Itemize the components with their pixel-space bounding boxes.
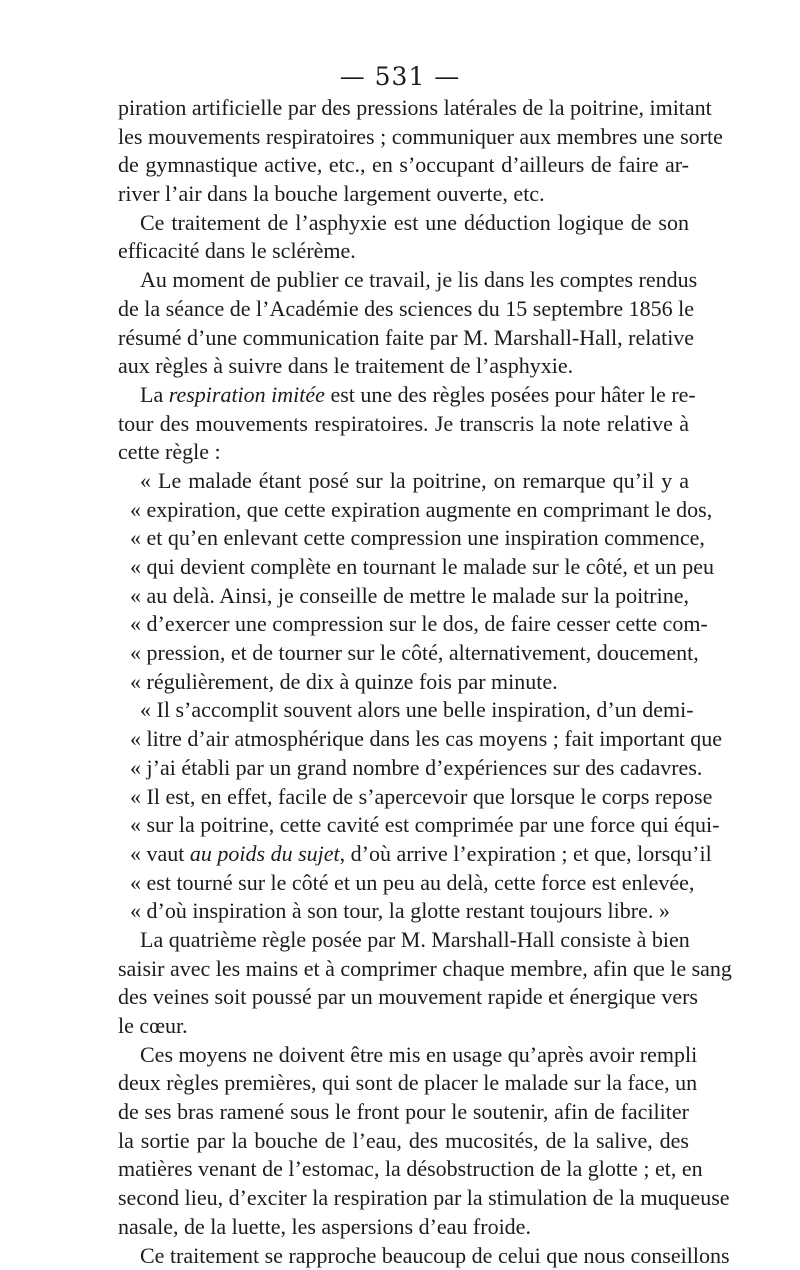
text-line: La quatrième règle posée par M. Marshall-Hall consiste à bien xyxy=(118,926,689,955)
italic-phrase: au poids du sujet xyxy=(190,841,340,866)
text-line: river l’air dans la bouche largement ouverte, etc. xyxy=(118,180,689,209)
page-number: — 531 — xyxy=(0,62,800,91)
body-text xyxy=(118,94,689,1270)
text-line: piration artificielle par des pressions latérales de la poitrine, imitant xyxy=(118,94,689,123)
text-line: « d’où inspiration à son tour, la glotte restant toujours libre. » xyxy=(118,897,689,926)
text-line: Ce traitement de l’asphyxie est une déduction logique de son xyxy=(118,209,689,238)
text-fragment: , d’où arrive l’expiration ; et que, lorsqu’il xyxy=(340,841,712,866)
text-line: « qui devient complète en tournant le malade sur le côté, et un peu xyxy=(118,553,689,582)
text-line: nasale, de la luette, les aspersions d’eau froide. xyxy=(118,1213,689,1242)
text-line: « Le malade étant posé sur la poitrine, on remarque qu’il y a xyxy=(118,467,689,496)
text-line: « expiration, que cette expiration augmente en comprimant le dos, xyxy=(118,496,689,525)
text-line xyxy=(118,381,689,410)
text-line: matières venant de l’estomac, la désobstruction de la glotte ; et, en xyxy=(118,1155,689,1184)
text-line: des veines soit poussé par un mouvement rapide et énergique vers xyxy=(118,983,689,1012)
text-line: Ce traitement se rapproche beaucoup de celui que nous conseillons xyxy=(118,1242,689,1270)
text-line: « pression, et de tourner sur le côté, alternativement, doucement, xyxy=(118,639,689,668)
text-line: « d’exercer une compression sur le dos, de faire cesser cette com- xyxy=(118,610,689,639)
text-fragment: La xyxy=(140,382,169,407)
italic-phrase: respiration imitée xyxy=(169,382,325,407)
text-line: « j’ai établi par un grand nombre d’expériences sur des cadavres. xyxy=(118,754,689,783)
text-fragment: « vaut xyxy=(130,841,190,866)
text-line xyxy=(118,840,689,869)
text-line: Ces moyens ne doivent être mis en usage qu’après avoir rempli xyxy=(118,1041,689,1070)
text-line: « au delà. Ainsi, je conseille de mettre le malade sur la poitrine, xyxy=(118,582,689,611)
text-line: le cœur. xyxy=(118,1012,689,1041)
text-line: « est tourné sur le côté et un peu au delà, cette force est enlevée, xyxy=(118,869,689,898)
text-line: deux règles premières, qui sont de placer le malade sur la face, un xyxy=(118,1069,689,1098)
text-fragment: est une des règles posées pour hâter le re- xyxy=(325,382,696,407)
text-line: tour des mouvements respiratoires. Je transcris la note relative à xyxy=(118,410,689,439)
text-line: de la séance de l’Académie des sciences du 15 septembre 1856 le xyxy=(118,295,689,324)
text-line: de ses bras ramené sous le front pour le soutenir, afin de faciliter xyxy=(118,1098,689,1127)
text-line: Au moment de publier ce travail, je lis dans les comptes rendus xyxy=(118,266,689,295)
text-line: « Il est, en effet, facile de s’apercevoir que lorsque le corps repose xyxy=(118,783,689,812)
text-line: résumé d’une communication faite par M. Marshall-Hall, relative xyxy=(118,324,689,353)
text-line: de gymnastique active, etc., en s’occupant d’ailleurs de faire ar- xyxy=(118,151,689,180)
text-line: second lieu, d’exciter la respiration par la stimulation de la muqueuse xyxy=(118,1184,689,1213)
text-line: saisir avec les mains et à comprimer chaque membre, afin que le sang xyxy=(118,955,689,984)
text-line: « et qu’en enlevant cette compression une inspiration commence, xyxy=(118,524,689,553)
text-line: la sortie par la bouche de l’eau, des mucosités, de la salive, des xyxy=(118,1127,689,1156)
text-line: efficacité dans le sclérème. xyxy=(118,237,689,266)
text-line: aux règles à suivre dans le traitement de l’asphyxie. xyxy=(118,352,689,381)
text-line: « litre d’air atmosphérique dans les cas moyens ; fait important que xyxy=(118,725,689,754)
text-line: cette règle : xyxy=(118,438,689,467)
text-line: les mouvements respiratoires ; communiquer aux membres une sorte xyxy=(118,123,689,152)
text-line: « Il s’accomplit souvent alors une belle inspiration, d’un demi- xyxy=(118,696,689,725)
text-line: « sur la poitrine, cette cavité est comprimée par une force qui équi- xyxy=(118,811,689,840)
text-line: « régulièrement, de dix à quinze fois par minute. xyxy=(118,668,689,697)
